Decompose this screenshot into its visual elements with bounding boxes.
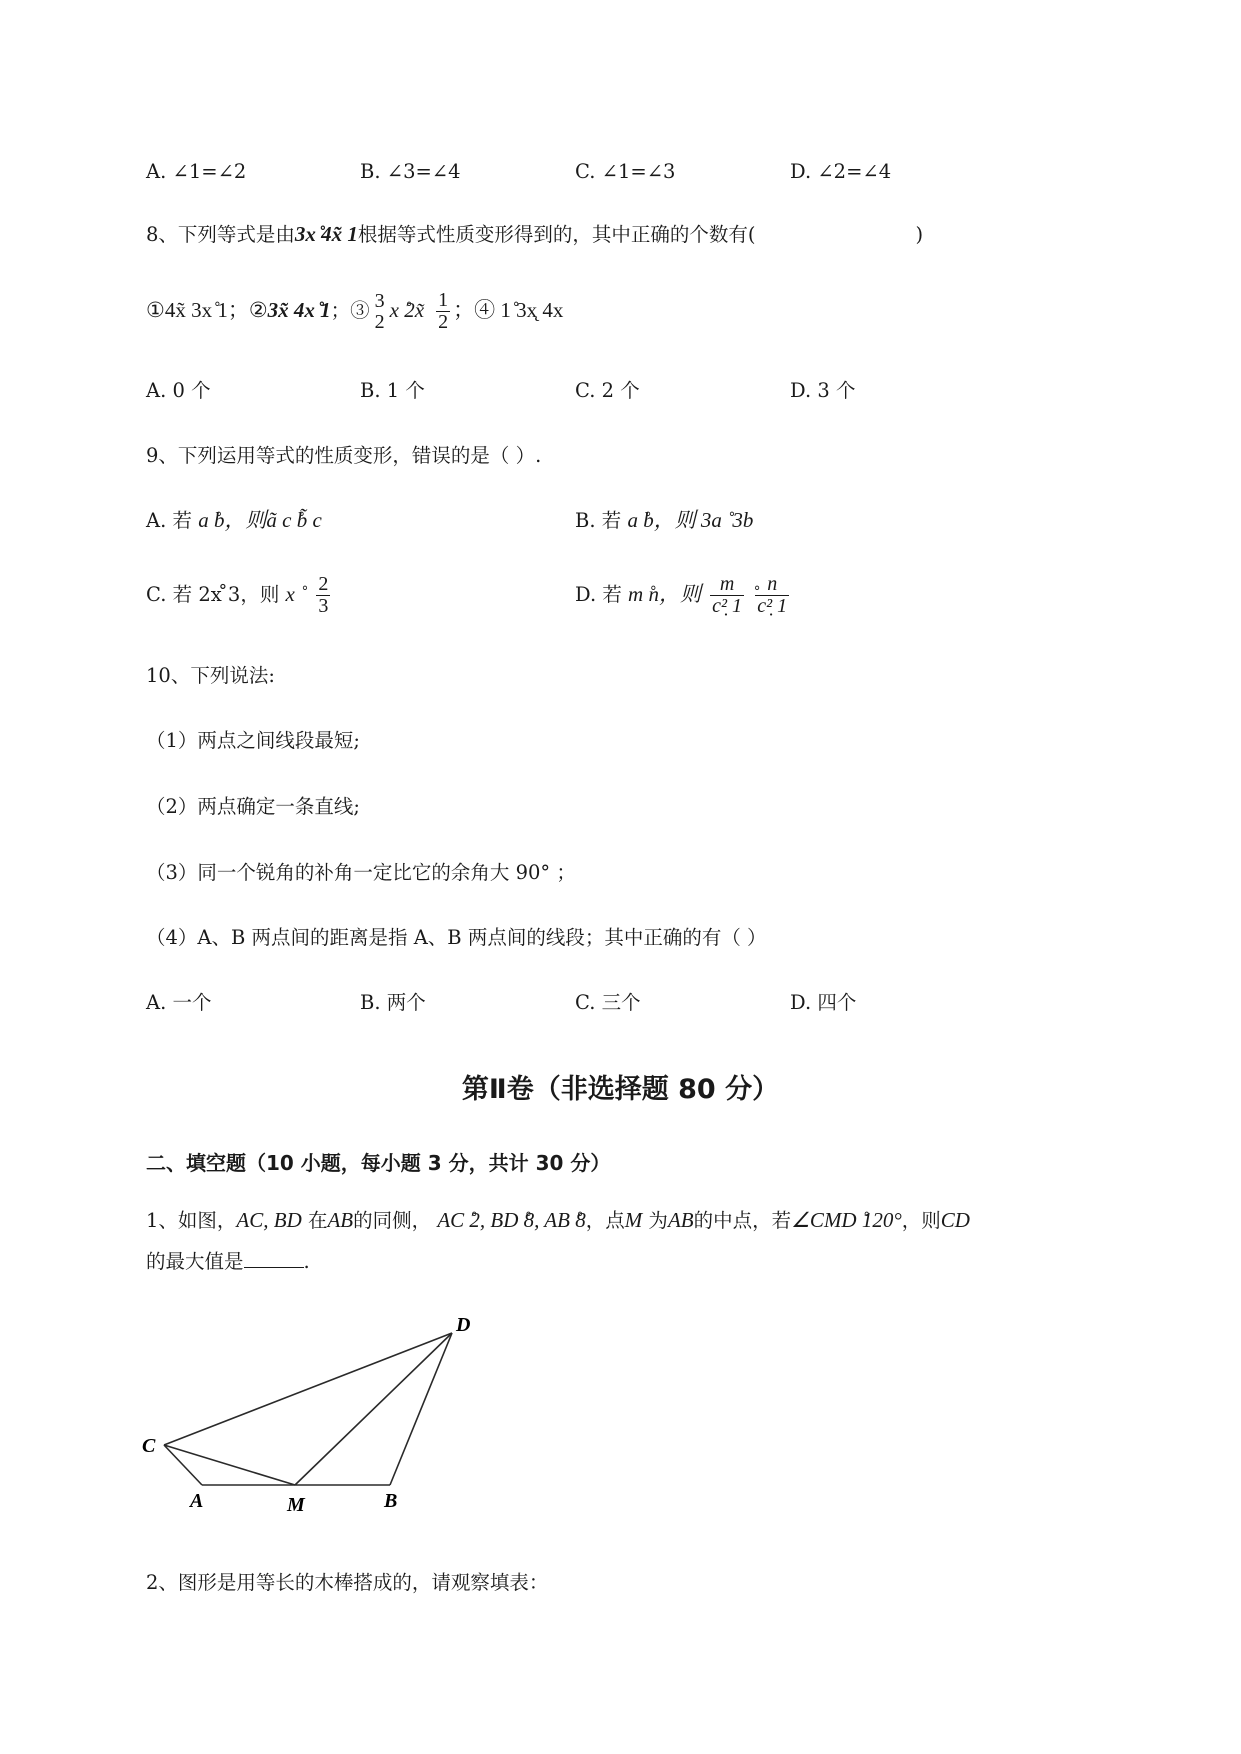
f1-answer-blank[interactable] — [244, 1267, 304, 1268]
q9-option-b-math: a ̊b，则 3a ̊ 3b — [627, 508, 754, 532]
q9-option-d-text: D. 若 — [575, 583, 622, 606]
q9-c-den: 3 — [318, 595, 329, 617]
q9-option-a — [146, 510, 322, 531]
q9-d-den1: c²̣ 1 — [712, 595, 743, 617]
geometry-figure — [130, 1305, 510, 1520]
q8-frac2-num: 1 — [438, 289, 449, 311]
q8-fraction-1-2 — [436, 290, 450, 333]
q8-option-d: D. 3 个 — [790, 379, 856, 402]
f1-math-h: M — [624, 1208, 643, 1232]
f1-text-e: 的同侧， — [353, 1209, 432, 1232]
f1-math-n: CD — [940, 1208, 970, 1232]
f1-text-i: 为 — [648, 1209, 668, 1232]
q7-option-c: C. ∠1=∠3 — [575, 160, 676, 183]
q7-option-b: B. ∠3=∠4 — [360, 160, 461, 183]
q10-statement-2: （2）两点确定一条直线; — [146, 795, 360, 818]
q9-d-num2: n — [767, 573, 778, 595]
label-m: M — [287, 1494, 305, 1516]
q9-option-d — [575, 574, 792, 617]
q8-item-2: 3x̃ 4x ̊1 — [267, 298, 331, 322]
f1-math-d: AB — [327, 1208, 354, 1232]
q8-option-c: C. 2 个 — [575, 379, 640, 402]
q8-stem-prefix: 8、下列等式是由 — [146, 223, 295, 246]
q10-statement-3: （3）同一个锐角的补角一定比它的余角大 90° ； — [146, 861, 576, 884]
q9-option-c — [146, 574, 333, 617]
f1-text-c: 在 — [307, 1209, 328, 1232]
q8-stem-close: ) — [915, 223, 924, 246]
q10-option-a: A. 一个 — [146, 991, 212, 1014]
q9-option-d-fraction-2 — [755, 574, 789, 617]
label-a: A — [190, 1490, 204, 1512]
q8-equation: 3x ̊4x̃ 1 — [294, 222, 358, 246]
f1-line2-end: . — [303, 1250, 310, 1273]
q7-option-a: A. ∠1=∠2 — [146, 160, 247, 183]
q8-item-4: x ̊2x̃ — [389, 298, 425, 322]
label-d: D — [456, 1314, 471, 1336]
q9-option-d-math: m ̊n，则 — [628, 582, 701, 606]
q7-option-d: D. ∠2=∠4 — [790, 160, 892, 183]
label-b: B — [384, 1490, 398, 1512]
q8-fraction-3-2 — [373, 291, 387, 333]
f1-line2-text: 的最大值是 — [146, 1250, 244, 1273]
f1-text-k: 的中点，若 — [693, 1209, 792, 1232]
q8-frac2-den: 2 — [438, 311, 449, 333]
q10-option-d: D. 四个 — [790, 991, 857, 1014]
q9-option-b-text: B. 若 — [575, 509, 622, 532]
f1-text-m: ，则 — [901, 1209, 941, 1232]
q9-d-num1: m — [719, 573, 735, 595]
q9-option-a-math: a ̊b，则ã c ̊b̃ c — [198, 508, 322, 532]
f1-text-g: ，点 — [585, 1209, 625, 1232]
q8-item-1: ①4x̃ 3x ̊1；② — [146, 298, 268, 322]
section-title: 第Ⅱ卷（非选择题 80 分） — [461, 1074, 780, 1105]
part-title: 二、填空题（10 小题，每小题 3 分，共计 30 分） — [146, 1151, 611, 1175]
f1-line-2 — [146, 1252, 310, 1272]
q9-option-c-math: x ̊ — [285, 582, 301, 606]
q10-option-c: C. 三个 — [575, 991, 641, 1014]
q9-option-c-text: C. 若 2x ̊3，则 — [146, 583, 280, 606]
q8-option-b: B. 1 个 — [360, 379, 425, 402]
f2-stem: 2、图形是用等长的木棒搭成的，请观察填表： — [146, 1571, 549, 1594]
f1-text-a: 1、如图， — [146, 1209, 237, 1232]
q8-items — [146, 290, 563, 333]
f1-math-b: AC, BD — [236, 1208, 302, 1232]
q8-frac-num: 3 — [374, 289, 385, 312]
q9-option-a-text: A. 若 — [146, 509, 192, 532]
q9-option-d-fraction-1 — [710, 574, 744, 617]
q9-option-c-fraction — [316, 574, 330, 617]
q10-statement-4: （4）A、B 两点间的距离是指 A、B 两点间的线段；其中正确的有（ ） — [146, 926, 767, 949]
q9-stem: 9、下列运用等式的性质变形，错误的是（ ）. — [146, 444, 542, 467]
f1-math-j: AB — [667, 1208, 694, 1232]
q10-stem: 10、下列说法: — [146, 664, 275, 687]
q10-statement-1: （1）两点之间线段最短; — [146, 729, 360, 752]
label-c: C — [142, 1435, 156, 1457]
f1-line-1 — [146, 1210, 970, 1231]
q8-option-a: A. 0 个 — [146, 379, 211, 402]
q8-frac-den: 2 — [374, 310, 385, 333]
q8-stem — [146, 224, 923, 245]
q8-stem-suffix: 根据等式性质变形得到的，其中正确的个数有( — [357, 223, 756, 246]
f1-math-f: AC ̊2, BD ̊8, AB ̊8 — [437, 1208, 586, 1232]
q10-option-b: B. 两个 — [360, 991, 426, 1014]
q9-d-den2: c²̣ 1 — [757, 595, 788, 617]
q8-item-5: ；④ 1 ̊3x̨ 4x — [453, 298, 564, 322]
q9-option-b — [575, 510, 753, 531]
q9-option-d-mid: ̊ — [747, 582, 753, 606]
q9-c-num: 2 — [318, 573, 329, 595]
q8-item-3-label: ；③ — [330, 299, 370, 322]
f1-math-l: ∠CMD ̊120° — [791, 1208, 902, 1232]
